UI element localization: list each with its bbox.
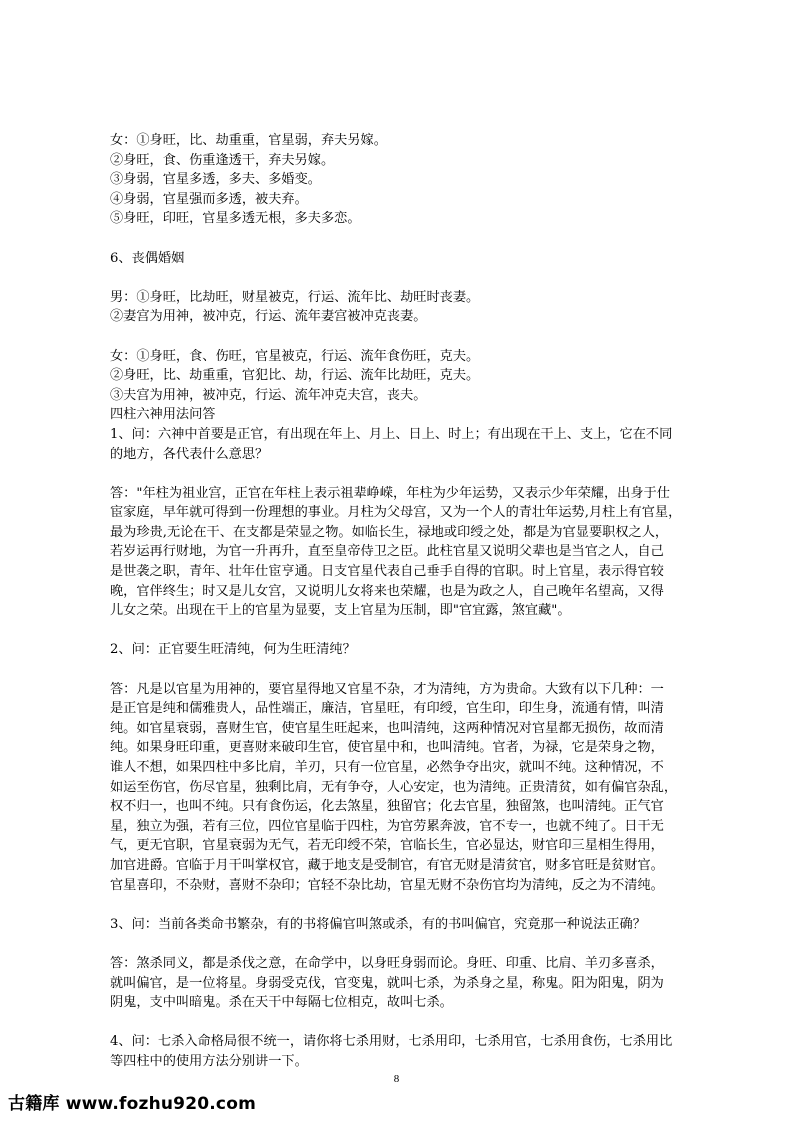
- text-line: ②妻宫为用神，被冲克，行运、流年妻宫被冲克丧妻。: [110, 309, 427, 325]
- answer-line: 晚，官伴终生；时又是儿女宫，又说明儿女将来也荣耀，也是为政之人，自己晚年名望高，又得: [110, 583, 664, 599]
- section-heading: 6、丧偶婚姻: [110, 250, 185, 266]
- question-line: 2、问：正官要生旺清纯，何为生旺清纯？: [110, 642, 356, 658]
- text-line: ③身弱，官星多透，多夫、多婚变。: [110, 172, 321, 188]
- text-line: ②身旺，比、劫重重，官犯比、劫，行运、流年比劫旺，克夫。: [110, 368, 480, 384]
- answer-line: 阴鬼，支中叫暗鬼。杀在天干中每隔七位相克，故叫七杀。: [110, 995, 453, 1011]
- question-line: 1、问：六神中首要是正官，有出现在年上、月上、日上、时上；有出现在干上、支上，它在不同: [110, 426, 673, 442]
- text-line: 男：①身旺，比劫旺，财星被克，行运、流年比、劫旺时丧妻。: [110, 289, 480, 305]
- answer-line: 就叫偏官，是一位将星。身弱受克伐，官变鬼，就叫七杀，为杀身之星，称鬼。阳为阳鬼，阴为: [110, 975, 664, 991]
- document-body: [110, 131, 688, 1072]
- question-line: 的地方，各代表什么意思？: [110, 446, 269, 462]
- text-line: ③夫宫为用神，被冲克，行运、流年冲克夫宫，丧夫。: [110, 387, 427, 403]
- page-number: 8: [393, 1073, 400, 1085]
- answer-line: 儿女之荣。出现在干上的官星为显要，支上官星为压制，即"官宜露，煞宜藏"。: [110, 603, 571, 619]
- answer-line: 是正官是纯和儒雅贵人，品性端正，廉洁，官星旺，有印绶，官生印，印生身，流通有情，叫清: [110, 701, 664, 717]
- answer-line: 是世袭之职，青年、壮年仕宦亨通。日支官星代表自己垂手自得的官职。时上官星，表示得官较: [110, 564, 664, 580]
- section-heading: 四柱六神用法问答: [110, 407, 216, 423]
- answer-line: 官星喜印，不杂财，喜财不杂印；官轻不杂比劫，官星无财不杂伤官均为清纯，反之为不清纯。: [110, 877, 664, 893]
- answer-line: 加官进爵。官临于月干叫掌权官，藏于地支是受制官，有官无财是清贫官，财多官旺是贫财官。: [110, 857, 664, 873]
- answer-line: 纯。如果身旺印重，更喜财来破印生官，使官星中和，也叫清纯。官者，为禄，它是荣身之物，: [110, 740, 664, 756]
- text-line: ④身弱，官星强而多透，被夫弃。: [110, 191, 308, 207]
- site-watermark: 古籍库 www.fozhu920.com: [8, 1094, 256, 1114]
- question-line: 3、问：当前各类命书繁杂，有的书将偏官叫煞或杀，有的书叫偏官，究竟那一种说法正确？: [110, 916, 646, 932]
- answer-line: 谁人不想，如果四柱中多比肩，羊刃，只有一位官星，必然争夺出灾，就叫不纯。这种情况，不: [110, 760, 664, 775]
- answer-line: 气，更无官职，官星衰弱为无气，若无印绶不荣，官临长生，官必显达，财官印三星相生得用，: [110, 838, 664, 854]
- question-line: 4、问：七杀入命格局很不统一，请你将七杀用财，七杀用印，七杀用官，七杀用食伤，七杀用比: [110, 1034, 673, 1050]
- answer-line: 最为珍贵,无论在干、在支都是荣显之物。如临长生，禄地或印绶之处，都是为官显要职权之人，: [110, 524, 669, 540]
- answer-line: 星，独立为强，若有三位，四位官星临于四柱，为官劳累奔波，官不专一，也就不纯了。日干无: [110, 818, 664, 834]
- answer-line: 答："年柱为祖业宫，正官在年柱上表示祖辈峥嵘，年柱为少年运势，又表示少年荣耀，出身于仕: [110, 485, 670, 501]
- answer-line: 宦家庭，早年就可得到一份理想的事业。月柱为父母宫，又为一个人的青壮年运势,月柱上有官星，: [110, 505, 682, 521]
- text-line: ⑤身旺，印旺，官星多透无根，多夫多恋。: [110, 211, 361, 227]
- question-line: 等四柱中的使用方法分别讲一下。: [110, 1053, 308, 1069]
- answer-line: 如运至伤官，伤尽官星，独剩比肩，无有争夺，人心安定，也为清纯。正贵清贫，如有偏官杂乱，: [110, 779, 678, 795]
- text-line: ②身旺，食、伤重逢透干，弃夫另嫁。: [110, 152, 335, 168]
- text-line: 女：①身旺，食、伤旺，官星被克，行运、流年食伤旺，克夫。: [110, 348, 480, 364]
- answer-line: 答：煞杀同义，都是杀伐之意，在命学中，以身旺身弱而论。身旺、印重、比肩、羊刃多喜杀，: [110, 955, 664, 971]
- answer-line: 权不归一，也叫不纯。只有食伤运，化去煞星，独留官；化去官星，独留煞，也叫清纯。正气官: [110, 799, 664, 815]
- answer-line: 答：凡是以官星为用神的，要官星得地又官星不杂，才为清纯，方为贵命。大致有以下几种：一: [110, 681, 664, 697]
- answer-line: 若岁运再行财地，为官一升再升，直至皇帝侍卫之臣。此柱官星又说明父辈也是当官之人，自己: [110, 544, 664, 560]
- text-line: 女：①身旺，比、劫重重，官星弱，弃夫另嫁。: [110, 133, 387, 148]
- answer-line: 纯。如官星衰弱，喜财生官，使官星生旺起来，也叫清纯，这两种情况对官星都无损伤，故而清: [110, 720, 664, 736]
